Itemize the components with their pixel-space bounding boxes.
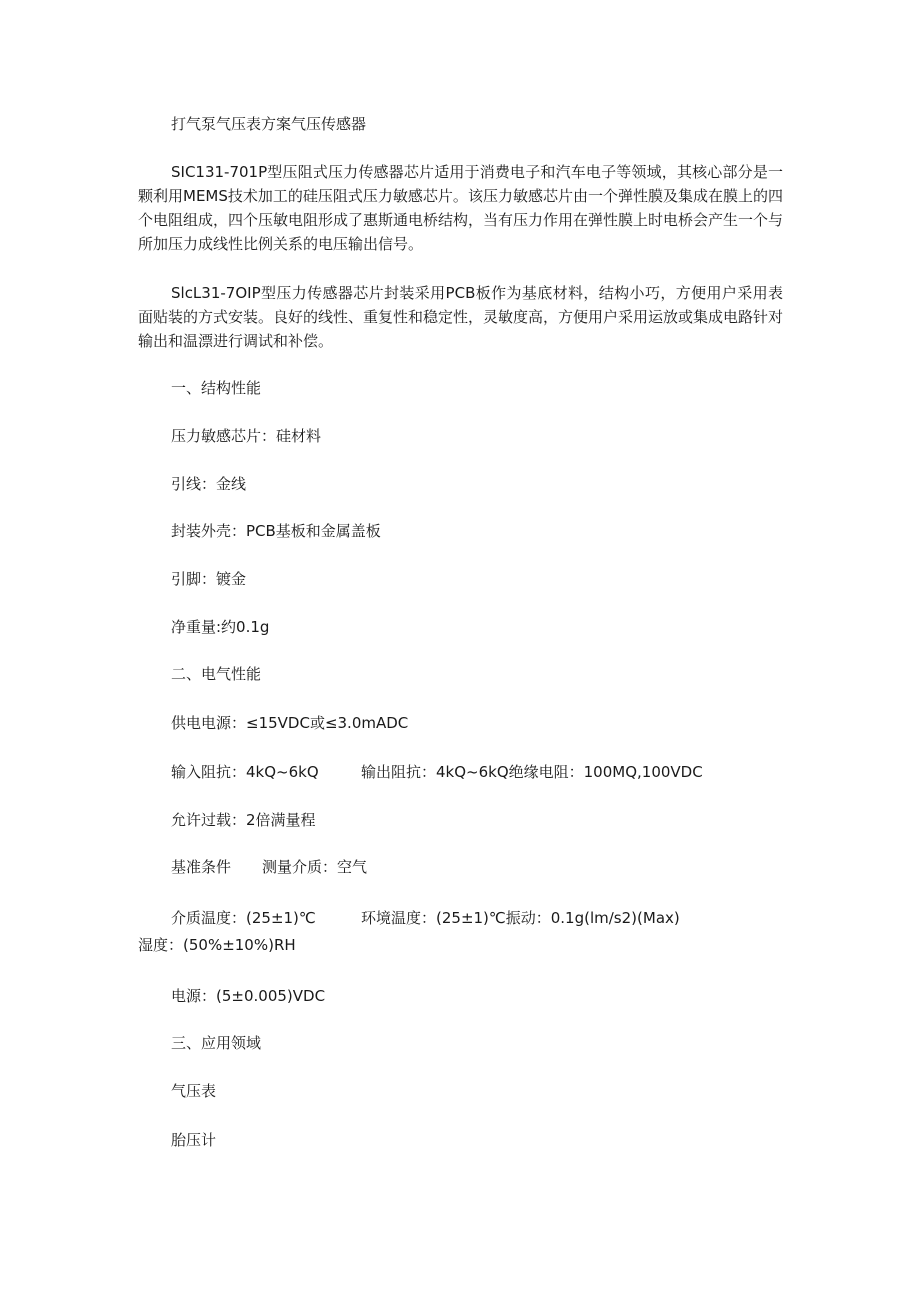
spec-environment-temperature: 环境温度：(25±1)℃振动：0.1g(lm∕s2)(Max) xyxy=(361,909,680,927)
spec-lead-wire: 引线：金线 xyxy=(171,475,247,493)
document-title: 打气泵气压表方案气压传感器 xyxy=(171,115,367,133)
spec-output-impedance: 输出阻抗：4kQ~6kQ绝缘电阻：100MQ,100VDC xyxy=(361,763,703,781)
intro-paragraph-1: SIC131-701P型压阻式压力传感器芯片适用于消费电子和汽车电子等领域，其核心部分是一颗利用MEMS技术加工的硅压阻式压力敏感芯片。该压力敏感芯片由一个弹性膜及集成在膜上的四个电阻组成，四个压敏电阻形成了惠斯通电桥结构，当有压力作用在弹性膜上时电桥会产生一个与所加压力成线性比例关系的电压输出信号。 xyxy=(138,163,784,253)
spec-overload: 允许过载：2倍满量程 xyxy=(171,811,316,829)
spec-supply: 供电电源：≤15VDC或≤3.0mADC xyxy=(171,714,409,732)
spec-reference-conditions: 基准条件 xyxy=(171,858,232,876)
intro-paragraph-2: SlcL31-7OIP型压力传感器芯片封装采用PCB板作为基底材料，结构小巧，方便用户采用表面贴装的方式安装。良好的线性、重复性和稳定性，灵敏度高，方便用户采用运放或集成电路针对输出和温漂进行调试和补偿。 xyxy=(138,284,784,350)
spec-medium: 测量介质：空气 xyxy=(262,858,368,876)
section-heading-electrical: 二、电气性能 xyxy=(171,665,262,683)
application-tire-gauge: 胎压计 xyxy=(171,1131,217,1149)
spec-chip-material: 压力敏感芯片：硅材料 xyxy=(171,427,322,445)
spec-input-impedance: 输入阻抗：4kQ~6kQ xyxy=(171,763,319,781)
application-barometer: 气压表 xyxy=(171,1082,217,1100)
spec-housing: 封装外壳：PCB基板和金属盖板 xyxy=(171,522,381,540)
spec-pins: 引脚：镀金 xyxy=(171,570,247,588)
section-heading-structure: 一、结构性能 xyxy=(171,379,262,397)
spec-humidity: 湿度：(50%±10%)RH xyxy=(138,936,296,954)
section-heading-applications: 三、应用领域 xyxy=(171,1034,262,1052)
spec-medium-temperature: 介质温度：(25±1)℃ xyxy=(171,909,316,927)
spec-power: 电源：(5±0.005)VDC xyxy=(171,987,326,1005)
spec-net-weight: 净重量:约0.1g xyxy=(171,618,270,636)
